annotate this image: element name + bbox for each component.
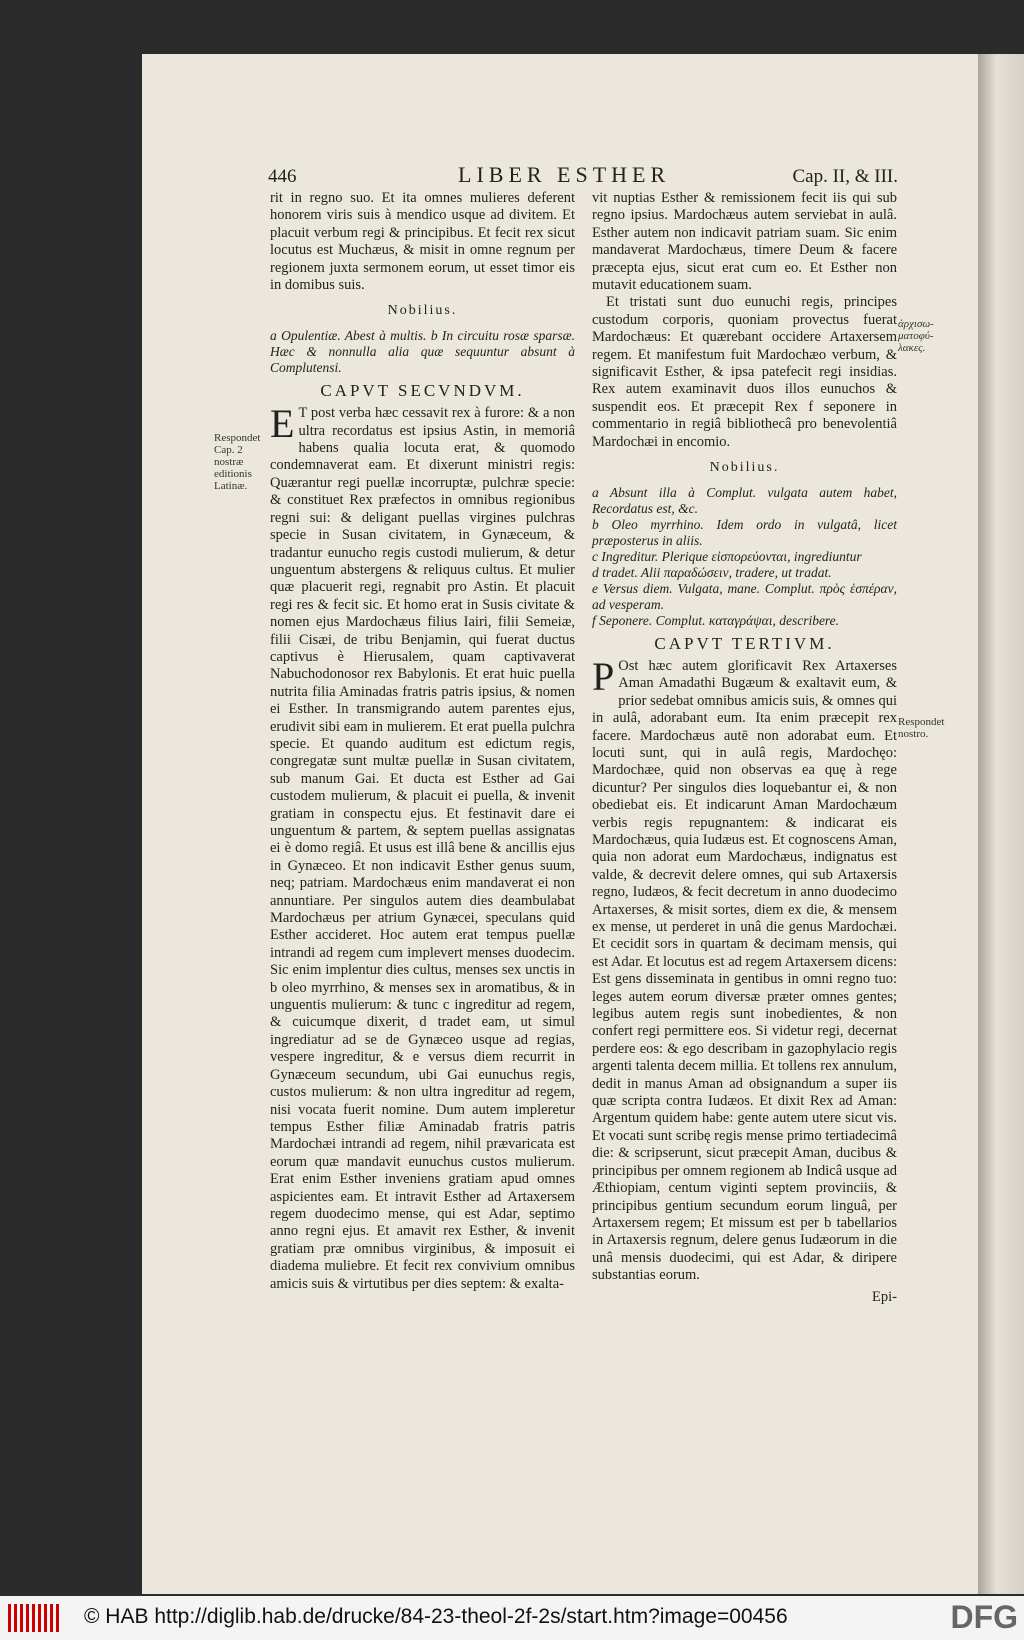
nobilius-heading-left: Nobilius. [387,303,458,319]
nobilius-heading-right: Nobilius. [709,460,780,476]
right-column [592,190,897,1306]
nobilius-note-left: a Opulentiæ. Abest à multis. b In circuitu rosæ sparsæ. Hæc & nonnulla alia quæ sequuntur absunt à Complutensi. [270,327,575,375]
footnote-c: c Ingreditur. Plerique εἰσπορεύονται, ingrediuntur [592,548,862,564]
footer-bar [0,1596,1024,1640]
right-para-two: Et tristati sunt duo eunuchi regis, principes custodum corporis, quoniam provectus fuerat Mardochæus: Et quærebant occidere Artaxersem regem. Et manifestum fuit Mardochæo verbum, & significavit Esther, & ipsa patefecit regi insidias. Rex autem examinavit duos illos eunuchos & suspendit eos. Et præcepit Rex f seponere in commentario in regiâ bibliothecâ pro benevolentiâ Mardochæi in encomio. [592,294,897,450]
footnote-d: d tradet. Alii παραδώσειν, tradere, ut tradat. [592,564,832,580]
left-column [270,190,575,1293]
caput-secundum-heading: CAPVT SECVNDVM. [320,380,525,400]
caput-secundum-body: T post verba hæc cessavit rex à furore: & a non ultra recordatus est ipsius Astin, in memoriâ habens qualia locuta erat, & quomodo condemnaverat eam. Et dixerunt ministri regis: Quærantur regi puellæ incorruptæ, pulchræ specie: & constituet Rex præfectos in omnibus regionibus regni sui: & deligant puellas virgines pulchras specie in Susan civitatem, in Gynæceum, & tradantur eunucho regis custodi mulierum, & detur unguentum abstergens & reliquus cultus. Et mulier quæ placuerit regi, regnabit pro Astin. Et placuit regi res & fecit sic. Et homo erat in Susis civitate & nomen ejus Mardochæus filius Iairi, filii Semeiæ, filii Cisæi, de tribu Benjamin, qui fuerat ductus captivus è Hierusalem, quam captivaverat Nabuchodonosor rex Babylonis. Et erat huic puella nutrita filia Aminadas fratris patris ipsius, & nomen ei Esther. In transmigrando autem parentes ejus, erudivit sibi eam in mulierem. Et erat puella pulchra specie. Et quando auditum est edictum regis, congregatæ sunt multæ puellæ in Susan civitatem, sub manum Gai. Et ducta est Esther ad Gai custodem mulierum, & placuit ei puella, & invenit gratiam in conspectu ejus. Et festinavit dare ei unguentum & partem, & septem puellas assignatas ei è domo regiâ. Et usus est illâ bene & ancillis ejus in Gynæceo. Et non indicavit Esther genus suum, neq; patriam. Mardochæus enim mandaverat ei non annuntiare. Per singulos autem dies deambulabat Mardochæus per atrium Gynæcei, speculans quid Esther accideret. Hoc autem erat tempus puellæ intrandi ad regem cum implevert menses duodecim. Sic enim implentur dies cultus, menses sex unctis in b oleo myrrhino, & menses sex in aromatibus, & in unguentis mulierum: & tunc c ingreditur ad regem, & cuicumque dixerit, d tradet eam, ut simul ingrediatur ad se de Gynæceo usque ad regias, vespere ingreditur, & e versus diem recurrit in Gynæceum secundum, ubi Gai eunuchus regis, custos mulierum: & non ultra ingreditur ad regem, nisi vocata fuerit nomine. Dum autem impleretur tempus Esther filiæ Aminadab fratris patris Mardochæi intrandi ad regem, nihil prævaricata est eorum quæ mandavit eunuchus custos mulierum. Erat enim Esther inveniens gratiam apud omnes aspicientes eam. Et intravit Esther ad Artaxersem regem duodecimo mense, qui est Adar, septimo anno regni ejus. Et amavit rex Esther, & invenit gratiam præ omnibus virginibus, & imposuit ei diadema muliebre. Et fecit rex convivium omnibus amicis suis & virtutibus per dies septem: & exalta- [270,405,575,1292]
catchword: Epi- [872,1288,897,1305]
margin-note-left: Respondet Cap. 2 nostræ editionis Latinæ. [214,432,261,492]
margin-greek-note: ἀρχισω- ματοφύ- λακες. [898,318,934,354]
drop-cap-p: P [592,653,615,699]
book-title: LIBER ESTHER [458,162,671,187]
footnote-b: b Oleo myrrhino. Idem ordo in vulgatâ, licet præposterus in aliis. [592,516,897,548]
hab-logo-icon [8,1604,60,1632]
page-number: 446 [268,166,297,187]
next-page-edge [978,54,1024,1594]
caput-tertium-body: Ost hæc autem glorificavit Rex Artaxerses Aman Amadathi Bugæum & exaltavit eum, & prior sedebat omnibus amicis suis, & omnes qui in aulâ, adorabant eum. Ita enim præcepit rex facere. Mardochæus autē non adorabat eum. Et locuti sunt, qui in aulâ regis, Mardochęo: Mardochæe, quid non observas ea quę à rege dicuntur? Per singulos dies loquebantur ei, & non obediebat eis. Et indicarunt Aman Mardochæum verbis regis repugnantem: & indicarat eis Mardochæus, quia Iudæus est. Et cognoscens Aman, quia non adorat eum Mardochæus, indignatus est valde, & decrevit delere omnes, qui sub Artaxersis regno, Iudæos, & fecit decretum in anno duodecimo Artaxerses, & misit sortes, diem ex die, & mensem ex mense, ut perderet in unâ die genus Mardochæi. Et cecidit sors in quartam & decimam mensis, qui est Adar. Et locutus est ad regem Artaxersem dicens: Est gens disseminata in gentibus in omni regno tuo: leges autem eorum diversæ præter omnes gentes; legibus autem regis sunt inobedientes, & non confert regi permittere eos. Si videtur regi, decernat perdere eos: & ego describam in gazophylacio regis argenti talenta decem millia. Et tollens rex annulum, dedit in manus Aman ad obsignandum a super iis quæ scripta contra Iudæos. Et dixit Rex ad Aman: Argentum quidem habe: gente autem utere sicut vis. Et vocati sunt scribę regis mense primo tertiadecimâ die: & scripserunt, sicut præcepit Aman, ducibus & principibus per omnem regionem ab Indicâ usque ad Æthiopiam, centum viginti septem provinciis, & principibus gentium secundum eorum linguâ, per Artaxersem regem; Et missum est per b tabellarios in Artaxersis regnum, delere genus Iudæorum in die unâ mensis duodecimi, qui est Adar, & diripere substantias eorum. [592,657,897,1284]
left-intro-text: rit in regno suo. Et ita omnes mulieres deferent honorem viris suis à mendico usque ad divitem. Et placuit verbum regi & principibus. Et fecit rex sicut locutus est Muchæus, & misit in omne regnum per regionem juxta sermonem eorum, ut esset timor eis in domibus suis. [270,190,575,294]
caput-secundum-text [270,401,575,1293]
margin-note-right: Respondet nostro. [898,716,945,740]
chapter-label: Cap. II, & III. [792,166,898,187]
footnote-a: a Absunt illa à Complut. vulgata autem habet, Recordatus est, &c. [592,484,897,516]
running-header [268,162,898,190]
source-url[interactable]: © HAB http://diglib.hab.de/drucke/84-23-theol-2f-2s/start.htm?image=00456 [84,1605,788,1628]
caput-tertium-text [592,653,897,1285]
footnote-e: e Versus diem. Vulgata, mane. Complut. πρὸς ἑσπέραν, ad vesperam. [592,580,897,612]
right-intro-text: vit nuptias Esther & remissionem fecit iis qui sub regno ipsius. Mardochæus autem serviebat in aulâ. Esther autem non indicavit patriam suam. Sic enim mandaverat Mardochæus, timere Deum & facere præcepta ejus, sicut erat cum eo. Et Esther non mutavit educationem suam. [592,190,897,294]
caput-tertium-heading: CAPVT TERTIVM. [654,633,835,653]
footnote-f: f Seponere. Complut. καταγράψαι, describere. [592,612,840,628]
dfg-logo: DFG [950,1599,1018,1635]
drop-cap-e: E [270,401,295,447]
